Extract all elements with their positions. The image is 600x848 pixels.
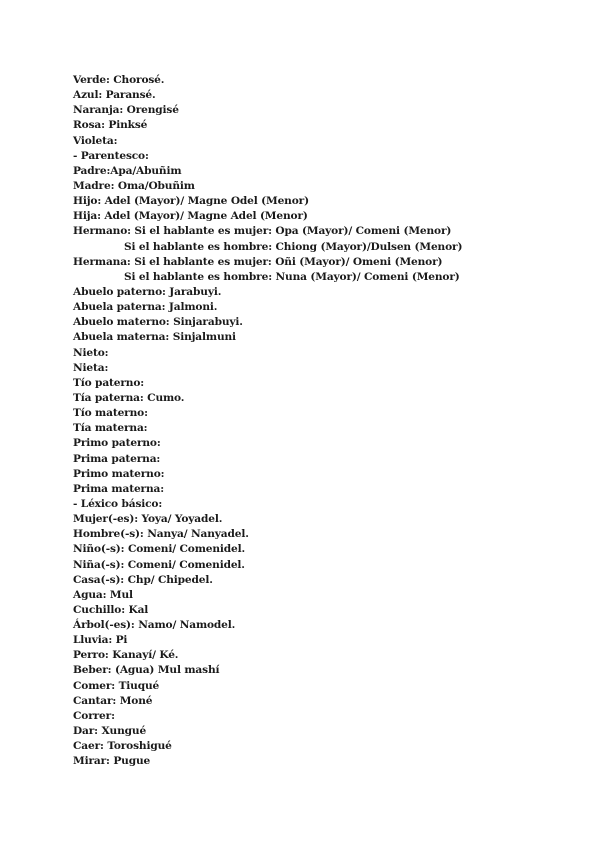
text-line-paternal-grandfather: Abuelo paterno: Jarabuyi. [73,285,222,298]
text-line-maternal-female-cousin: Prima materna: [73,482,164,495]
document-text-lines [73,73,462,769]
text-line-boy: Niño(-s): Comeni/ Comenidel. [73,543,246,556]
text-line-color-green: Verde: Chorosé. [73,74,165,86]
text-line-give: Dar: Xungué [73,725,147,738]
text-line-sing: Cantar: Moné [73,694,153,707]
section-heading-kinship: - Parentesco: [73,149,149,162]
text-line-tree: Árbol(-es): Namo/ Namodel. [73,619,236,632]
text-line-sister-male-speaker: Si el hablante es hombre: Nuna (Mayor)/ Comeni (Menor) [124,270,460,283]
text-line-man: Hombre(-s): Nanya/ Nanyadel. [73,528,249,541]
text-line-grandson: Nieto: [73,346,109,359]
text-line-father: Padre:Apa/Abuñim [73,164,182,177]
text-line-color-pink: Rosa: Pinksé [73,119,148,132]
text-line-dog: Perro: Kanayí/ Ké. [73,649,179,662]
text-line-fall: Caer: Toroshigué [73,740,172,753]
text-line-paternal-grandmother: Abuela paterna: Jalmoni. [73,301,218,314]
text-line-son: Hijo: Adel (Mayor)/ Magne Odel (Menor) [73,195,309,208]
text-line-maternal-grandfather: Abuelo materno: Sinjarabuyi. [73,316,243,329]
text-line-brother-male-speaker: Si el hablante es hombre: Chiong (Mayor)/Dulsen (Menor) [124,240,463,253]
text-line-granddaughter: Nieta: [73,361,109,374]
text-line-girl: Niña(-s): Comeni/ Comenidel. [73,558,245,571]
text-line-woman: Mujer(-es): Yoya/ Yoyadel. [73,513,223,526]
text-line-paternal-aunt: Tía paterna: Cumo. [73,391,185,404]
text-line-drink: Beber: (Agua) Mul mashí [73,664,220,677]
section-heading-basic-lexicon: - Léxico básico: [73,497,163,510]
text-line-sister-female-speaker: Hermana: Si el hablante es mujer: Oñi (Mayor)/ Omeni (Menor) [73,255,443,268]
text-line-house: Casa(-s): Chp/ Chipedel. [73,573,213,586]
text-line-paternal-male-cousin: Primo paterno: [73,437,161,450]
text-line-maternal-grandmother: Abuela materna: Sinjalmuni [73,331,236,344]
text-line-paternal-female-cousin: Prima paterna: [73,452,161,465]
text-line-water: Agua: Mul [73,588,133,601]
text-line-color-orange: Naranja: Orengisé [73,104,179,117]
text-line-paternal-uncle: Tío paterno: [73,376,145,389]
text-line-knife: Cuchillo: Kal [73,603,149,616]
text-line-maternal-male-cousin: Primo materno: [73,467,165,480]
text-line-daughter: Hija: Adel (Mayor)/ Magne Adel (Menor) [73,210,308,223]
text-line-maternal-aunt: Tía materna: [73,422,148,435]
text-line-mother: Madre: Oma/Obuñim [73,179,195,192]
text-line-rain: Lluvia: Pi [73,634,128,647]
text-line-color-blue: Azul: Paransé. [73,89,156,102]
text-line-look: Mirar: Pugue [73,755,151,768]
text-line-color-violet: Violeta: [73,134,118,147]
text-line-eat: Comer: Tiuqué [73,679,160,692]
text-line-run: Correr: [73,709,115,722]
text-line-brother-female-speaker: Hermano: Si el hablante es mujer: Opa (Mayor)/ Comeni (Menor) [73,225,452,238]
text-line-maternal-uncle: Tío materno: [73,407,148,420]
